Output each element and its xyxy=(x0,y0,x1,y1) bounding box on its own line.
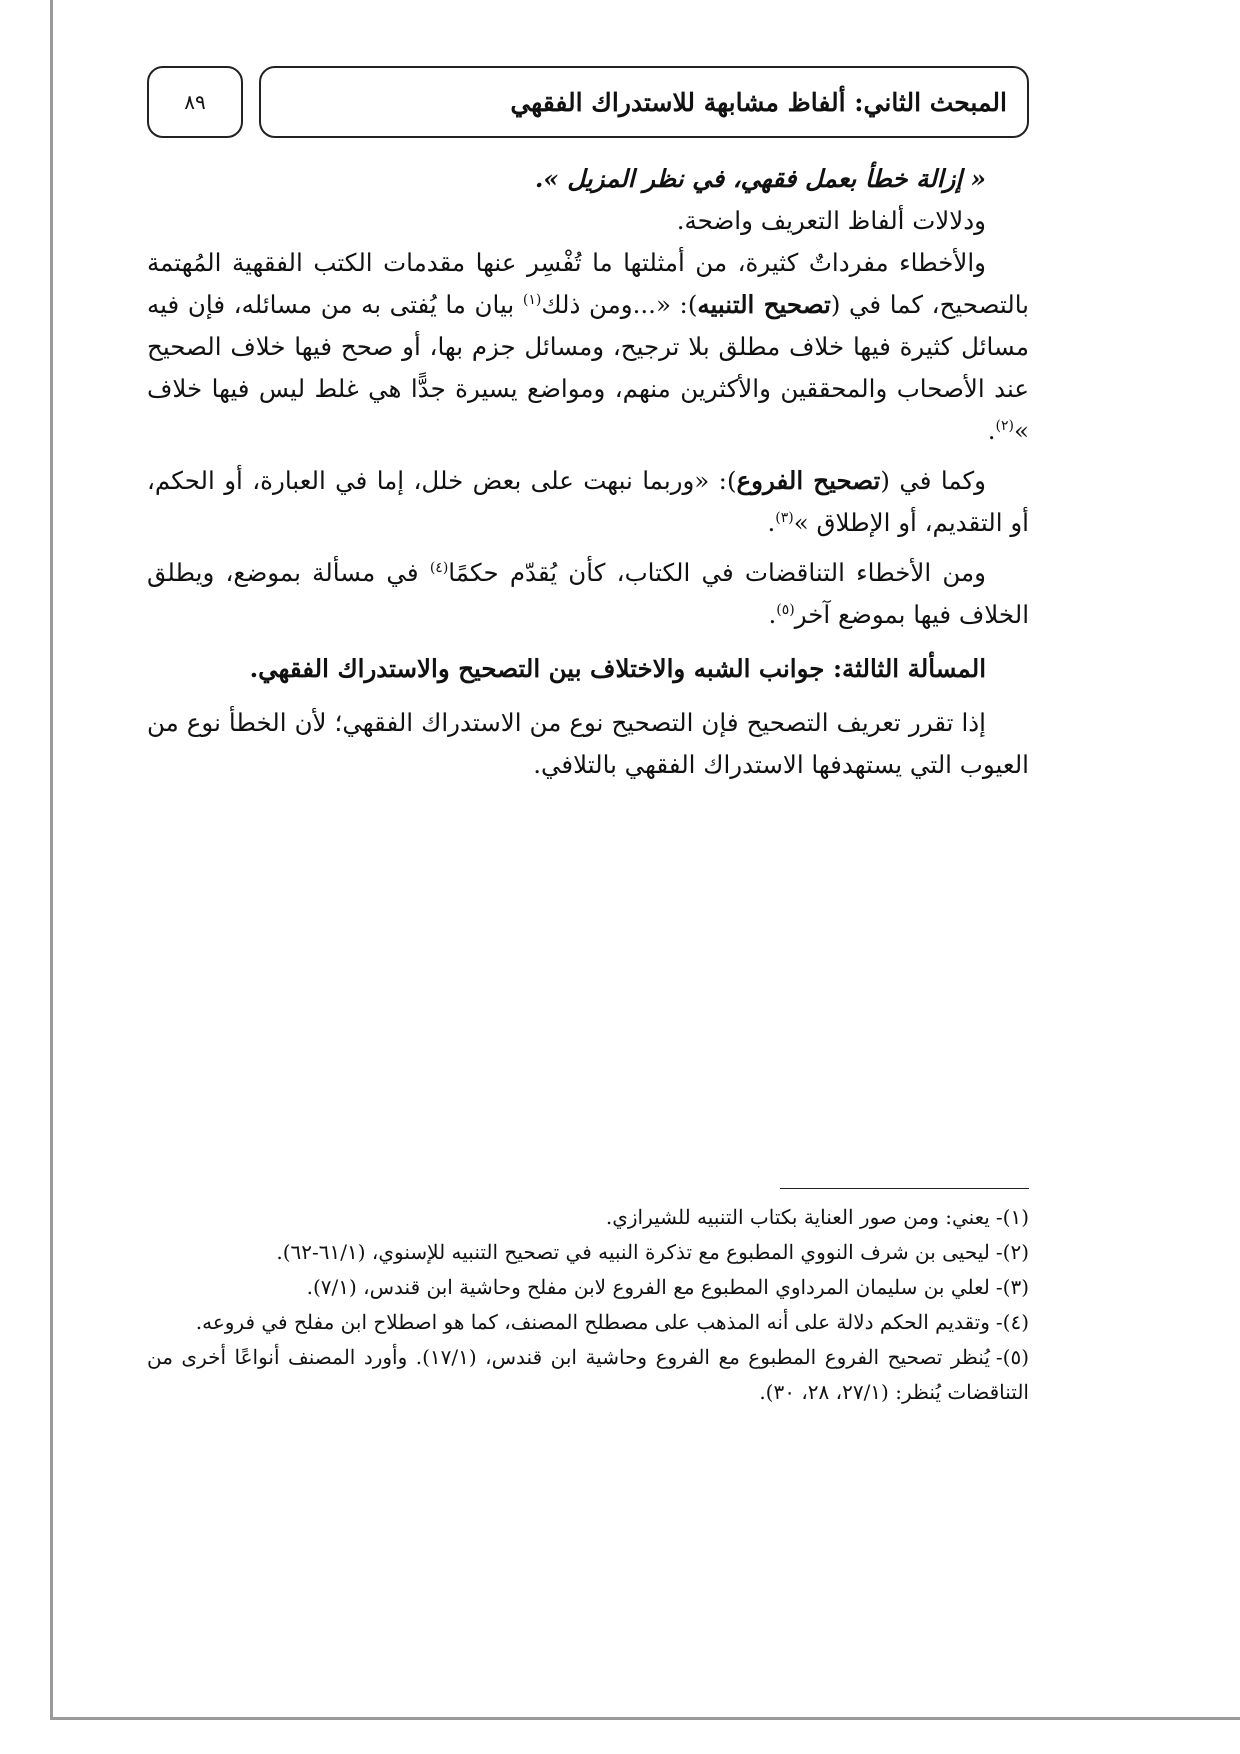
footnote-text: يعني: ومن صور العناية بكتاب التنبيه للشيرازي. xyxy=(605,1205,990,1229)
section-heading: المسألة الثالثة: جوانب الشبه والاختلاف بين التصحيح والاستدراك الفقهي. xyxy=(249,654,986,683)
definition-quote: « إزالة خطأ بعمل فقهي، في نظر المزيل ». xyxy=(534,164,986,193)
footnote-number: (٥)- xyxy=(995,1345,1030,1369)
footnote-ref-1[interactable]: (١) xyxy=(522,291,542,308)
footnote-number: (١)- xyxy=(995,1205,1029,1229)
paragraph-5: إذا تقرر تعريف التصحيح فإن التصحيح نوع من الاستدراك الفقهي؛ لأن الخطأ نوع من العيوب التي يستهدفها الاستدراك الفقهي بالتلافي. xyxy=(147,708,1029,779)
footnote-number: (٣)- xyxy=(995,1275,1029,1299)
footnote-ref-2[interactable]: (٢) xyxy=(995,417,1014,434)
footnote-3 xyxy=(147,1270,1029,1305)
paragraph-1: ودلالات ألفاظ التعريف واضحة. xyxy=(676,206,986,235)
footnote-number: (٢)- xyxy=(995,1240,1029,1264)
running-header-title: المبحث الثاني: ألفاظ مشابهة للاستدراك الفقهي xyxy=(259,66,1029,138)
paragraph-3-text-a: وكما في ( xyxy=(880,466,986,495)
footnote-ref-3[interactable]: (٣) xyxy=(775,509,794,526)
footnote-5 xyxy=(147,1340,1029,1410)
page-frame-left-border xyxy=(50,0,53,1720)
footnote-ref-4[interactable]: (٤) xyxy=(429,559,449,576)
book-title-tashih-al-furu: تصحيح الفروع xyxy=(736,466,881,495)
footnote-text: يُنظر تصحيح الفروع المطبوع مع الفروع وحاشية ابن قندس، (١٧/١). وأورد المصنف أنواعًا أخرى من التناقضات يُنظر: (٢٧/١، ٢٨، ٣٠). xyxy=(147,1345,1029,1404)
page-frame-bottom-border xyxy=(50,1717,1240,1720)
footnote-2 xyxy=(147,1235,1029,1270)
paragraph-3-end: . xyxy=(767,508,776,537)
paragraph-4-end: . xyxy=(768,600,777,629)
footnote-1 xyxy=(147,1200,1029,1235)
paragraph-4-text-b: في مسألة بموضع، ويطلق الخلاف فيها بموضع آخر xyxy=(147,558,1029,629)
footnote-4 xyxy=(147,1305,1029,1340)
paragraph-4-text-a: ومن الأخطاء التناقضات في الكتاب، كأن يُقدّم حكمًا xyxy=(448,558,986,587)
paragraph-3 xyxy=(147,460,1029,544)
paragraph-2-text-c: بيان ما يُفتى به من مسائله، فإن فيه مسائل كثيرة فيها خلاف مطلق بلا ترجيح، ومسائل جزم بها، أو صحح فيها خلاف الصحيح عند الأصحاب والمحققين والأكثرين منهم، ومواضع يسيرة جدًّا هي غلط ليس فيها خلاف » xyxy=(147,290,1029,445)
paragraph-4 xyxy=(147,552,1029,636)
paragraph-2-end: . xyxy=(987,416,996,445)
footnote-ref-5[interactable]: (٥) xyxy=(776,601,795,618)
footnote-number: (٤)- xyxy=(995,1310,1029,1334)
footnote-separator xyxy=(780,1188,1029,1189)
main-text xyxy=(147,158,1029,786)
book-title-tashih-al-tanbih: تصحيح التنبيه xyxy=(697,290,831,319)
page-number: ٨٩ xyxy=(147,66,243,138)
paragraph-2-text-a: والأخطاء مفرداتٌ كثيرة، من أمثلتها ما تُفْسِر عنها مقدمات الكتب الفقهية المُهتمة بالتصحيح، كما في ( xyxy=(147,248,1029,319)
paragraph-2-text-b: ): «...ومن ذلك xyxy=(541,290,698,319)
paragraph-2 xyxy=(147,242,1029,452)
paragraph-3-text-b: ): «وربما نبهت على بعض خلل، إما في العبارة، أو الحكم، أو التقديم، أو الإطلاق » xyxy=(147,466,1029,537)
footnote-text: لعلي بن سليمان المرداوي المطبوع مع الفروع لابن مفلح وحاشية ابن قندس، (٧/١). xyxy=(306,1275,990,1299)
footnote-text: ليحيى بن شرف النووي المطبوع مع تذكرة النبيه في تصحيح التنبيه للإسنوي، (٦١/١-٦٢). xyxy=(276,1240,990,1264)
footnote-text: وتقديم الحكم دلالة على أنه المذهب على مصطلح المصنف، كما هو اصطلاح ابن مفلح في فروعه. xyxy=(195,1310,990,1334)
footnotes xyxy=(147,1200,1029,1410)
